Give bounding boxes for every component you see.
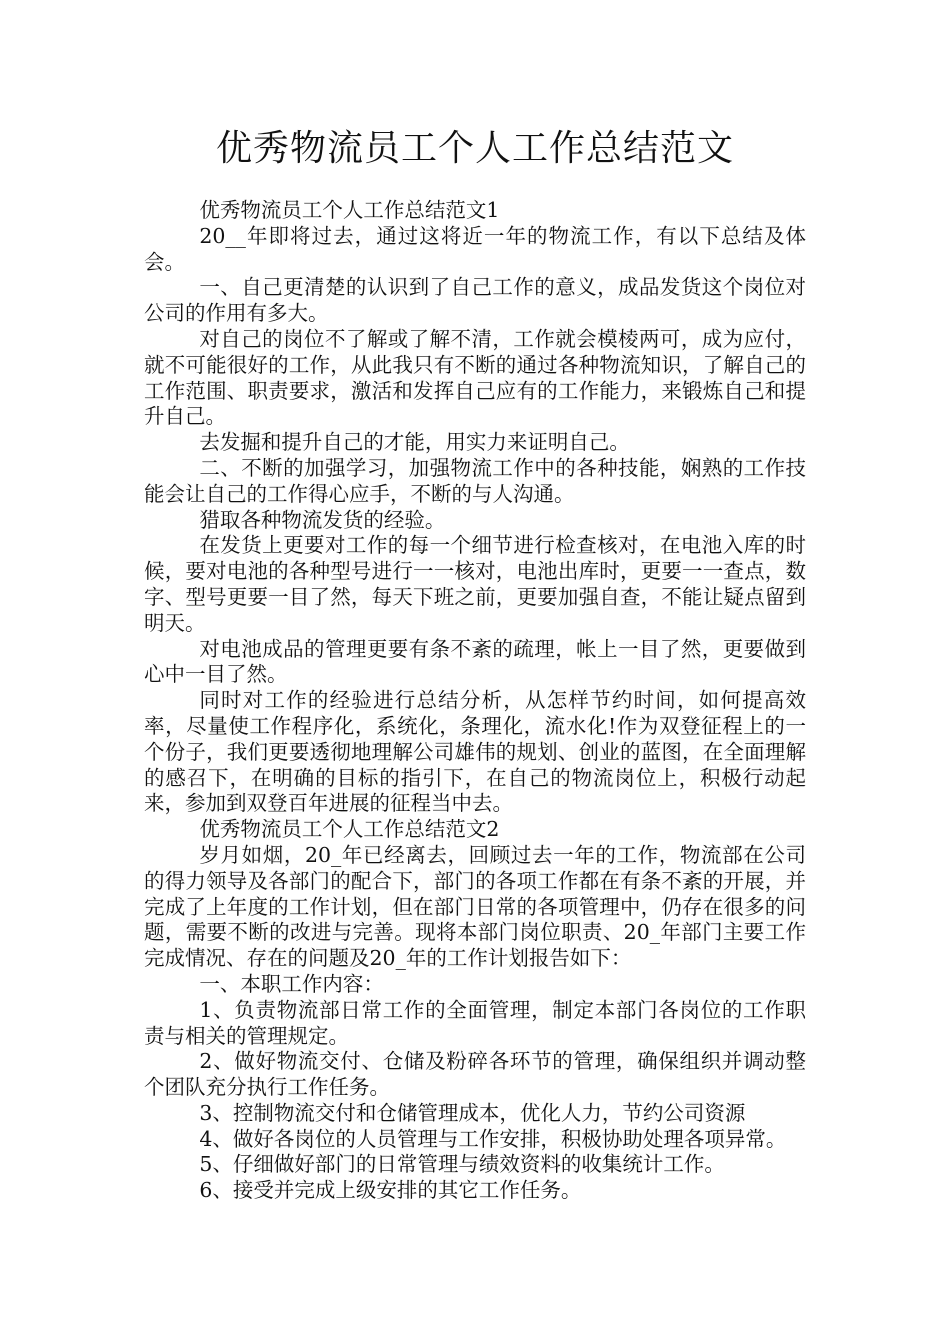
paragraph: 猎取各种物流发货的经验。: [199, 507, 446, 532]
paragraph: 在发货上更要对工作的每一个细节进行检查核对，在电池入库的时候，要对电池的各种型号进行一一核对，电池出库时，更要一一查点，数字、型号更要一目了然，每天下班之前，更要加强自查，不能让疑点留到明天。: [144, 533, 806, 635]
page-title: 优秀物流员工个人工作总结范文: [215, 128, 734, 169]
paragraph: 一、本职工作内容：: [199, 971, 384, 996]
list-item: 2、做好物流交付、仓储及粉碎各环节的管理，确保组织并调动整个团队充分执行工作任务。: [144, 1049, 806, 1100]
list-item: 6、接受并完成上级安排的其它工作任务。: [199, 1178, 582, 1203]
document-body: [144, 198, 806, 1204]
paragraph: 20__年即将过去，通过这将近一年的物流工作，有以下总结及体会。: [144, 223, 806, 274]
paragraph: 对电池成品的管理更要有条不紊的疏理，帐上一目了然，更要做到心中一目了然。: [144, 636, 806, 687]
paragraph: 一、自己更清楚的认识到了自己工作的意义，成品发货这个岗位对公司的作用有多大。: [144, 275, 806, 326]
paragraph: 岁月如烟，20_年已经离去，回顾过去一年的工作，物流部在公司的得力领导及各部门的配合下，部门的各项工作都在有条不紊的开展，并完成了上年度的工作计划，但在部门日常的各项管理中，仍存在很多的问题，需要不断的改进与完善。现将本部门岗位职责、20_年部门主要工作完成情况、存在的问题及20_年的工作计划报告如下：: [144, 842, 806, 971]
paragraph: 去发掘和提升自己的才能，用实力来证明自己。: [199, 430, 630, 455]
list-item: 5、仔细做好部门的日常管理与绩效资料的收集统计工作。: [199, 1152, 725, 1177]
section-heading-1: 优秀物流员工个人工作总结范文1: [199, 198, 500, 222]
paragraph: 二、不断的加强学习，加强物流工作中的各种技能，娴熟的工作技能会让自己的工作得心应手，不断的与人沟通。: [144, 455, 806, 506]
list-item: 4、做好各岗位的人员管理与工作安排，积极协助处理各项异常。: [199, 1126, 787, 1151]
paragraph: 对自己的岗位不了解或了解不清，工作就会模棱两可，成为应付，就不可能很好的工作，从此我只有不断的通过各种物流知识，了解自己的工作范围、职责要求，激活和发挥自己应有的工作能力，来锻炼自己和提升自己。: [144, 326, 806, 429]
list-item: 1、负责物流部日常工作的全面管理，制定本部门各岗位的工作职责与相关的管理规定。: [144, 997, 806, 1048]
paragraph: 同时对工作的经验进行总结分析，从怎样节约时间，如何提高效率，尽量使工作程序化，系统化，条理化，流水化!作为双登征程上的一个份子，我们更要透彻地理解公司雄伟的规划、创业的蓝图，在全面理解的感召下，在明确的目标的指引下，在自己的物流岗位上，积极行动起来，参加到双登百年进展的征程当中去。: [144, 688, 806, 816]
list-item: 3、控制物流交付和仓储管理成本，优化人力，节约公司资源: [199, 1100, 746, 1125]
section-heading-2: 优秀物流员工个人工作总结范文2: [199, 817, 500, 842]
